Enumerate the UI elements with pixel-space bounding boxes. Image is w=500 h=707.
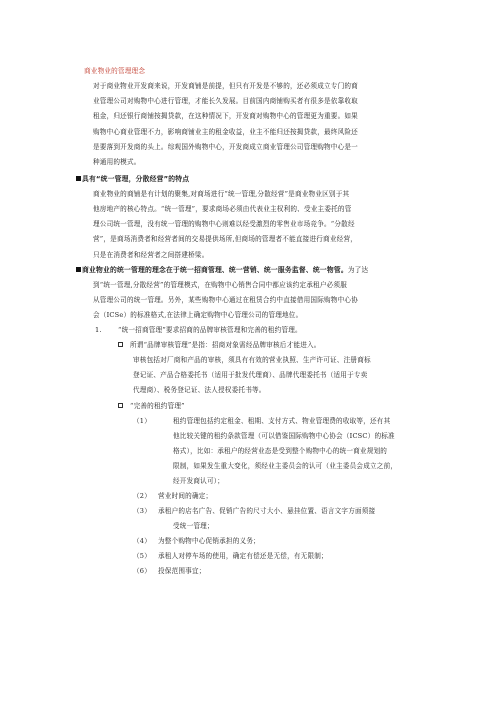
- numbered-item-line: 受统一管理；: [173, 522, 214, 530]
- numbered-item-number: （5）: [133, 552, 151, 560]
- page-title: 商业物业的管理理念: [84, 67, 146, 75]
- numbered-item-line: 承租户的店名广告、促销广告的尺寸大小、悬挂位置、语言文字方面须接: [158, 507, 376, 515]
- numbered-item-line: 经开发商认可）；: [173, 477, 225, 485]
- numbered-item-line: 投保范围事宜；: [158, 567, 206, 575]
- list-item-text: “统一招商管理”要求招商的品牌审核管理和完善的租约管理。: [118, 326, 302, 334]
- sub-item-line: 审核包括对厂商和产品的审核，须具有有效的营业执照、生产许可证、注册商标: [133, 356, 371, 364]
- section2-heading: 商业物业的统一管理的理念在于统一招商管理、统一营销、统一服务监督、统一物管。为了达: [76, 266, 368, 275]
- intro-line: 对于商业物业开发商来说，开发商铺是前提，但只有开发是不够的，还必须成立专门的商: [93, 82, 358, 90]
- numbered-item-line: 为整个购物中心促销承担的义务；: [158, 537, 260, 545]
- section1-line: 理公司统一管理，没有统一管理的购物中心则难以经受激烈的零售业市场竞争。“分散经: [93, 220, 355, 228]
- numbered-item-number: （3）: [133, 507, 151, 515]
- checkbox-bullet-icon: [118, 403, 123, 408]
- numbered-item-line: 承租人对停车场的使用，确定有偿还是无偿，有无限制；: [158, 552, 328, 560]
- numbered-item-line: 营业时间的确定；: [158, 492, 213, 500]
- sub-item: 所谓“品牌审核管理”是指：招商对象需经品牌审核后才能进入。: [118, 341, 321, 350]
- section2-line: 会（ICSe）的标准格式,在法律上确定购物中心管理公司的管理地位。: [93, 311, 303, 319]
- numbered-item-number: （2）: [133, 492, 151, 500]
- section1-line: 商业物业的商铺是有计划的聚集,对商场进行“统一管理,分散经营”是商业物业区别于其: [93, 190, 350, 198]
- intro-line: 业管理公司对购物中心进行管理，才能长久发展。目前国内商铺购买者有很多是依靠收取: [93, 97, 358, 105]
- numbered-item-line: 他比较关键的租约条款管理（可以借鉴国际购物中心协会（ICSC）的标准: [173, 432, 395, 440]
- square-bullet-icon: [76, 176, 81, 181]
- list-item-number: 1.: [95, 326, 102, 334]
- intro-line: 是要落到开发商的头上。综观国外购物中心，开发商成立商业管理公司管理购物中心是一: [93, 143, 358, 151]
- section1-line: 只是在消费者和经营者之间搭建桥梁。: [93, 251, 209, 259]
- numbered-item-number: （6）: [133, 567, 151, 575]
- square-bullet-icon: [76, 267, 81, 272]
- numbered-item-number: （4）: [133, 537, 151, 545]
- sub-item: “完善的租约管理”: [118, 402, 185, 411]
- numbered-item-line: 限制，如果发生重大变化，须经业主委员会的认可（业主委员会成立之前，: [173, 462, 398, 470]
- sub-item-line: 代理商）、税务登记证、法人授权委托书等。: [133, 386, 266, 394]
- section1-line: 营”，是商场消费者和经营者间的交易提供场所,但商场的管理者不能直接进行商业经营，: [93, 235, 358, 243]
- numbered-item-line: 格式），比如：承租户的经营业态是受到整个购物中心的统一商业规划的: [173, 447, 388, 455]
- section1-heading: 具有“统一管理，分散经营”的特点: [76, 175, 189, 184]
- numbered-item-line: 租约管理包括约定租金、租期、支付方式、物业管理费的收取等，还有其: [173, 417, 391, 425]
- intro-line: 租金，归还银行商铺按揭贷款，在这种情况下，开发商对购物中心的管理更为重要。如果: [93, 112, 358, 120]
- numbered-item-number: （1）: [133, 417, 151, 425]
- intro-line: 种通用的模式。: [93, 158, 141, 166]
- checkbox-bullet-icon: [118, 342, 123, 347]
- intro-line: 购物中心商业管理不力，影响商铺业主的租金收益，业主不能归还按揭贷款，最终风险还: [93, 128, 358, 136]
- sub-item-line: 登记证、产品合格委托书（适用于批发代理商）、品牌代理委托书（适用于专卖: [133, 371, 368, 379]
- section2-line: 到“统一管理,分散经营”的管理模式，在购物中心销售合同中都应该约定承租户必须服: [93, 281, 348, 289]
- section1-line: 他房地产的核心特点。“统一管理”，要求商场必须由代表业主权利的、受业主委托的管: [93, 205, 352, 213]
- section2-line: 从管理公司的统一管理。另外，某些购物中心通过在租赁合约中直接借用国际购物中心协: [93, 296, 358, 304]
